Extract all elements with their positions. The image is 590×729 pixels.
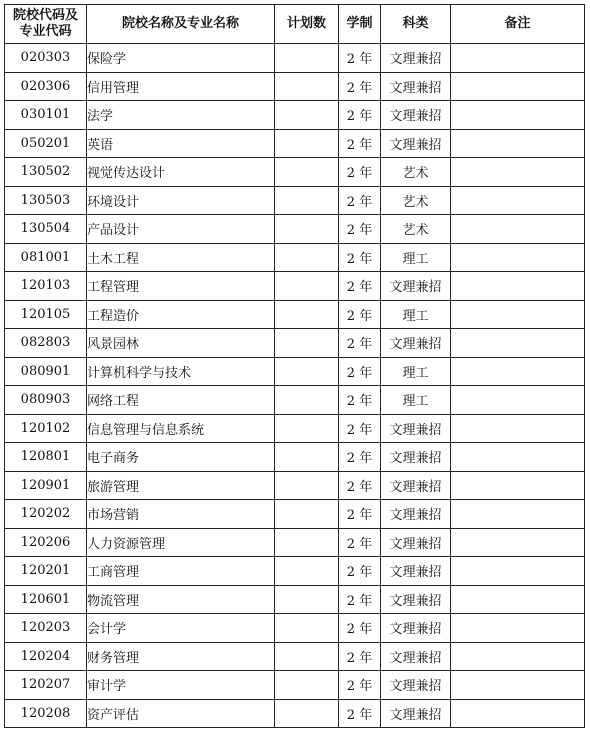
table-row [5,158,585,187]
cell-code: 080901 [5,357,87,386]
cell-code: 120204 [5,642,87,671]
table-row [5,215,585,244]
cell-code: 120801 [5,443,87,472]
cell-code: 130504 [5,215,87,244]
cell-name: 视觉传达设计 [87,158,275,187]
cell-category: 艺术 [381,158,451,187]
cell-category: 理工 [381,386,451,415]
cell-years: 2 年 [339,44,381,73]
cell-years: 2 年 [339,329,381,358]
cell-notes [451,557,585,586]
cell-notes [451,44,585,73]
table-row [5,300,585,329]
cell-plan [275,129,339,158]
cell-category: 文理兼招 [381,671,451,700]
cell-years: 2 年 [339,158,381,187]
cell-category: 艺术 [381,186,451,215]
cell-category: 文理兼招 [381,585,451,614]
cell-code: 120601 [5,585,87,614]
cell-plan [275,272,339,301]
cell-notes [451,443,585,472]
cell-notes [451,272,585,301]
table-row [5,443,585,472]
cell-code: 082803 [5,329,87,358]
cell-code: 120202 [5,500,87,529]
header-years: 学制 [339,5,381,44]
cell-years: 2 年 [339,215,381,244]
cell-years: 2 年 [339,101,381,130]
cell-name: 旅游管理 [87,471,275,500]
table-row [5,186,585,215]
cell-years: 2 年 [339,528,381,557]
cell-notes [451,585,585,614]
cell-name: 产品设计 [87,215,275,244]
cell-code: 020306 [5,72,87,101]
cell-notes [451,671,585,700]
cell-plan [275,585,339,614]
cell-notes [451,414,585,443]
cell-notes [451,357,585,386]
cell-notes [451,215,585,244]
table-row [5,471,585,500]
header-code [5,5,87,44]
cell-code: 120206 [5,528,87,557]
cell-plan [275,443,339,472]
cell-years: 2 年 [339,129,381,158]
table-row [5,414,585,443]
cell-code: 080903 [5,386,87,415]
cell-years: 2 年 [339,72,381,101]
cell-years: 2 年 [339,614,381,643]
cell-name: 法学 [87,101,275,130]
cell-code: 120901 [5,471,87,500]
cell-category: 文理兼招 [381,699,451,728]
cell-plan [275,215,339,244]
cell-notes [451,642,585,671]
header-category: 科类 [381,5,451,44]
cell-code: 130502 [5,158,87,187]
cell-code: 020303 [5,44,87,73]
cell-code: 120105 [5,300,87,329]
table-row [5,329,585,358]
table-row [5,528,585,557]
table-row [5,699,585,728]
cell-category: 文理兼招 [381,471,451,500]
table-row [5,585,585,614]
cell-plan [275,414,339,443]
cell-name: 财务管理 [87,642,275,671]
header-notes: 备注 [451,5,585,44]
cell-plan [275,186,339,215]
header-name: 院校名称及专业名称 [87,5,275,44]
enrollment-table [4,4,585,728]
cell-plan [275,243,339,272]
table-row [5,101,585,130]
cell-code: 120208 [5,699,87,728]
cell-category: 艺术 [381,215,451,244]
cell-notes [451,129,585,158]
cell-name: 会计学 [87,614,275,643]
cell-category: 文理兼招 [381,129,451,158]
cell-years: 2 年 [339,642,381,671]
header-row [5,5,585,44]
cell-category: 文理兼招 [381,614,451,643]
header-code-line1: 院校代码及 [12,8,78,23]
table-body [5,44,585,728]
cell-plan [275,44,339,73]
table-row [5,272,585,301]
cell-name: 环境设计 [87,186,275,215]
cell-plan [275,557,339,586]
header-plan: 计划数 [275,5,339,44]
cell-years: 2 年 [339,557,381,586]
table-row [5,642,585,671]
table-row [5,72,585,101]
cell-category: 文理兼招 [381,642,451,671]
cell-plan [275,101,339,130]
cell-name: 信息管理与信息系统 [87,414,275,443]
table-row [5,614,585,643]
cell-notes [451,471,585,500]
cell-code: 120203 [5,614,87,643]
cell-notes [451,186,585,215]
cell-category: 文理兼招 [381,44,451,73]
cell-years: 2 年 [339,443,381,472]
table-row [5,386,585,415]
cell-notes [451,72,585,101]
cell-years: 2 年 [339,300,381,329]
table-row [5,557,585,586]
cell-code: 120103 [5,272,87,301]
cell-years: 2 年 [339,671,381,700]
cell-code: 120201 [5,557,87,586]
cell-plan [275,614,339,643]
cell-notes [451,528,585,557]
cell-notes [451,699,585,728]
cell-plan [275,699,339,728]
cell-name: 资产评估 [87,699,275,728]
cell-years: 2 年 [339,500,381,529]
cell-category: 文理兼招 [381,72,451,101]
cell-notes [451,101,585,130]
cell-name: 网络工程 [87,386,275,415]
header-code-line2: 专业代码 [19,24,72,39]
cell-plan [275,72,339,101]
cell-notes [451,386,585,415]
cell-category: 文理兼招 [381,528,451,557]
cell-years: 2 年 [339,585,381,614]
cell-name: 人力资源管理 [87,528,275,557]
cell-code: 120207 [5,671,87,700]
table-row [5,500,585,529]
cell-category: 文理兼招 [381,557,451,586]
cell-name: 物流管理 [87,585,275,614]
cell-name: 风景园林 [87,329,275,358]
table-row [5,671,585,700]
cell-name: 土木工程 [87,243,275,272]
cell-category: 文理兼招 [381,500,451,529]
cell-name: 保险学 [87,44,275,73]
cell-years: 2 年 [339,699,381,728]
cell-name: 计算机科学与技术 [87,357,275,386]
cell-plan [275,671,339,700]
cell-category: 理工 [381,243,451,272]
cell-code: 030101 [5,101,87,130]
cell-notes [451,243,585,272]
cell-name: 电子商务 [87,443,275,472]
cell-code: 050201 [5,129,87,158]
cell-name: 工程造价 [87,300,275,329]
table-header [5,5,585,44]
cell-notes [451,329,585,358]
cell-years: 2 年 [339,414,381,443]
cell-name: 市场营销 [87,500,275,529]
cell-code: 120102 [5,414,87,443]
cell-code: 081001 [5,243,87,272]
cell-years: 2 年 [339,386,381,415]
cell-plan [275,357,339,386]
cell-name: 审计学 [87,671,275,700]
cell-plan [275,386,339,415]
cell-years: 2 年 [339,243,381,272]
cell-category: 文理兼招 [381,414,451,443]
cell-plan [275,158,339,187]
cell-notes [451,500,585,529]
cell-notes [451,158,585,187]
cell-years: 2 年 [339,272,381,301]
cell-plan [275,642,339,671]
cell-years: 2 年 [339,357,381,386]
cell-plan [275,500,339,529]
cell-years: 2 年 [339,471,381,500]
cell-name: 工商管理 [87,557,275,586]
cell-plan [275,471,339,500]
cell-plan [275,300,339,329]
cell-notes [451,300,585,329]
cell-years: 2 年 [339,186,381,215]
cell-plan [275,329,339,358]
cell-category: 文理兼招 [381,329,451,358]
table-row [5,243,585,272]
cell-plan [275,528,339,557]
table-row [5,129,585,158]
cell-notes [451,614,585,643]
cell-category: 文理兼招 [381,443,451,472]
cell-category: 理工 [381,300,451,329]
table-row [5,44,585,73]
cell-name: 信用管理 [87,72,275,101]
cell-category: 理工 [381,357,451,386]
cell-code: 130503 [5,186,87,215]
cell-category: 文理兼招 [381,272,451,301]
table-row [5,357,585,386]
cell-category: 文理兼招 [381,101,451,130]
cell-name: 工程管理 [87,272,275,301]
cell-name: 英语 [87,129,275,158]
